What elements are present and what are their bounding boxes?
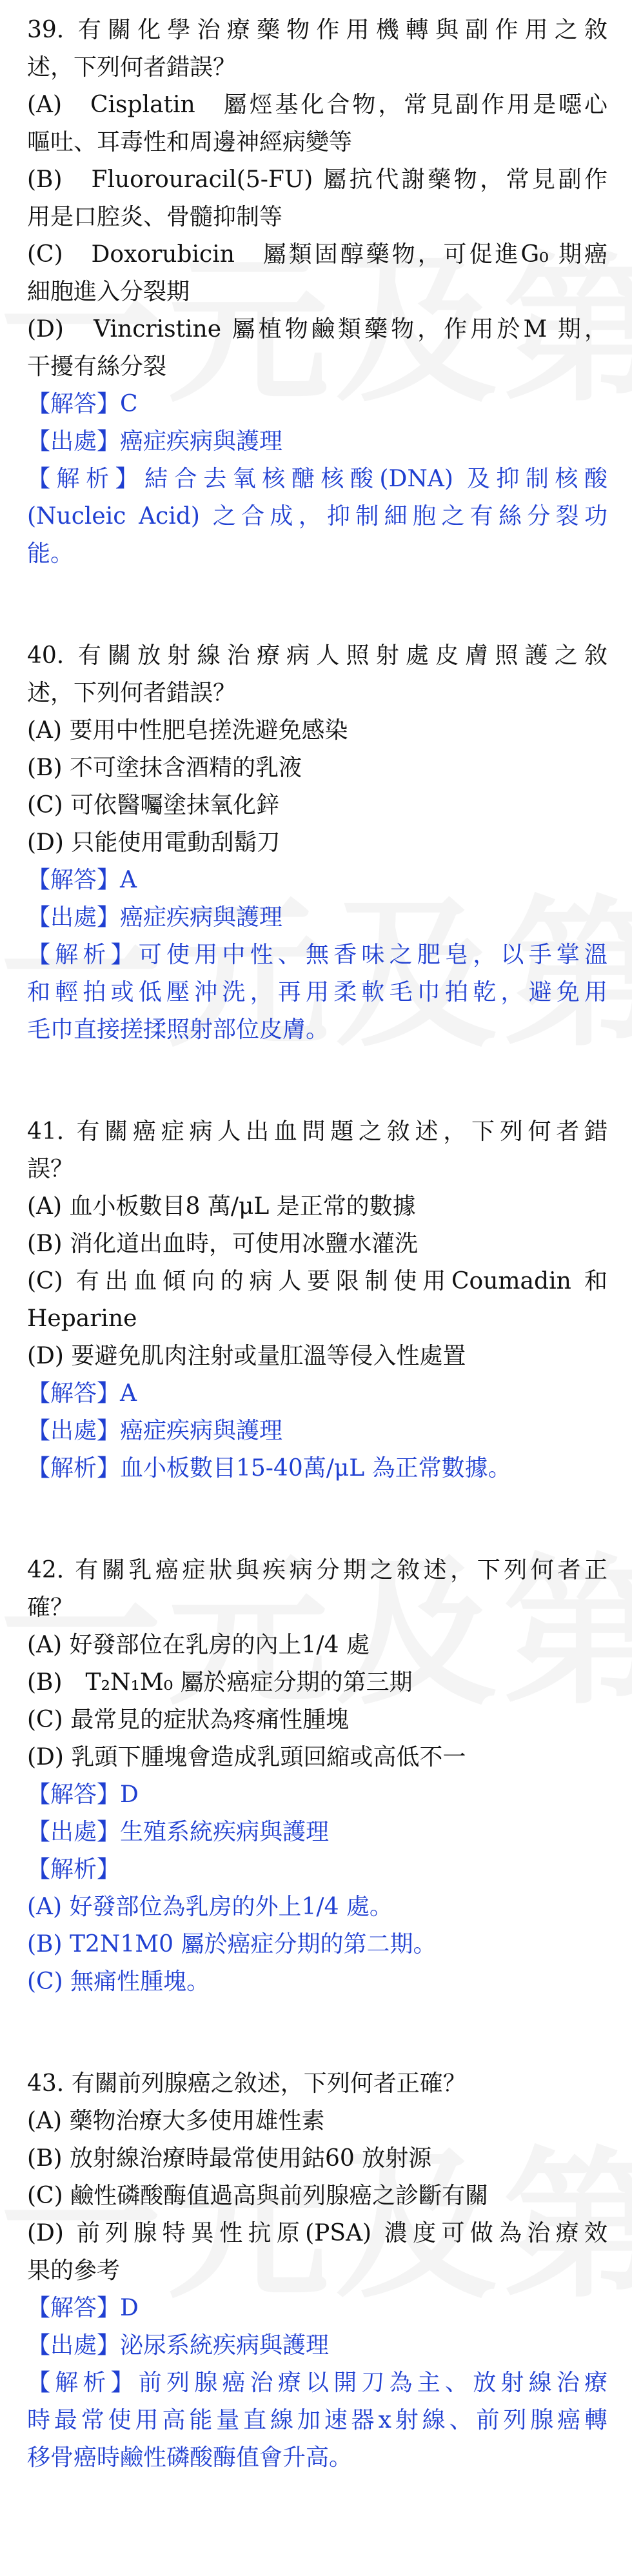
question-stem: 40. 有關放射線治療病人照射處皮膚照護之敘 bbox=[27, 642, 607, 669]
question-list bbox=[27, 12, 607, 2541]
question-stem: 42. 有關乳癌症狀與疾病分期之敘述，下列何者正 bbox=[27, 1557, 607, 1583]
answer-label: 【解答】A bbox=[27, 867, 137, 893]
question-stem: 41. 有關癌症病人出血問題之敘述，下列何者錯 bbox=[27, 1118, 607, 1145]
analysis-text: 【解析】前列腺癌治療以開刀為主、放射線治療 bbox=[27, 2370, 607, 2396]
option-b: (B) 消化道出血時，可使用冰鹽水灌洗 bbox=[27, 1231, 418, 1257]
option-a: (A) Cisplatin 屬烴基化合物，常見副作用是噁心 bbox=[27, 92, 607, 118]
option-a: (A) 要用中性肥皂搓洗避免感染 bbox=[27, 717, 348, 744]
analysis-text: (Nucleic Acid) 之合成，抑制細胞之有絲分裂功 bbox=[27, 503, 607, 530]
option-b: (B) 不可塗抹含酒精的乳液 bbox=[27, 755, 302, 781]
option-b: (B) 放射線治療時最常使用鈷60 放射源 bbox=[27, 2145, 432, 2172]
analysis-text: (B) T2N1M0 屬於癌症分期的第二期。 bbox=[27, 1931, 437, 1957]
option-d: 果的參考 bbox=[27, 2257, 121, 2284]
source-label: 【出處】泌尿系統疾病與護理 bbox=[27, 2332, 330, 2359]
question-40 bbox=[27, 637, 607, 1049]
source-label: 【出處】癌症疾病與護理 bbox=[27, 428, 283, 455]
analysis-text: (C) 無痛性腫塊。 bbox=[27, 1968, 210, 1995]
question-stem: 確？ bbox=[27, 1594, 74, 1621]
analysis-text: 毛巾直接搓揉照射部位皮膚。 bbox=[27, 1016, 330, 1043]
question-39 bbox=[27, 12, 607, 573]
option-b: (B) T₂N₁M₀ 屬於癌症分期的第三期 bbox=[27, 1669, 413, 1696]
question-41 bbox=[27, 1113, 607, 1487]
question-stem: 43. 有關前列腺癌之敘述，下列何者正確？ bbox=[27, 2070, 466, 2097]
answer-label: 【解答】C bbox=[27, 391, 138, 417]
analysis-text: (A) 好發部位為乳房的外上1/4 處。 bbox=[27, 1894, 393, 1920]
analysis-text: 【解析】可使用中性、無香味之肥皂，以手掌溫 bbox=[27, 942, 607, 968]
analysis-text: 【解析】結合去氧核醣核酸(DNA) 及抑制核酸 bbox=[27, 466, 607, 492]
option-d: (D) Vincristine 屬植物鹼類藥物，作用於M 期， bbox=[27, 316, 607, 342]
option-c: (C) 可依醫囑塗抹氧化鋅 bbox=[27, 792, 280, 818]
option-c: (C) 鹼性磷酸酶值過高與前列腺癌之診斷有關 bbox=[27, 2183, 489, 2209]
option-c: 細胞進入分裂期 bbox=[27, 279, 190, 305]
answer-label: 【解答】D bbox=[27, 1781, 139, 1808]
analysis-text: 移骨癌時鹼性磷酸酶值會升高。 bbox=[27, 2444, 353, 2471]
option-c: (C) 有出血傾向的病人要限制使用Coumadin 和 bbox=[27, 1268, 607, 1294]
question-stem: 誤？ bbox=[27, 1156, 74, 1182]
source-label: 【出處】癌症疾病與護理 bbox=[27, 1418, 283, 1444]
answer-label: 【解答】D bbox=[27, 2295, 139, 2321]
analysis-text: 和輕拍或低壓沖洗，再用柔軟毛巾拍乾，避免用 bbox=[27, 979, 607, 1006]
option-c: (C) 最常見的症狀為疼痛性腫塊 bbox=[27, 1707, 350, 1733]
option-d: 干擾有絲分裂 bbox=[27, 353, 167, 380]
option-a: 嘔吐、耳毒性和周邊神經病變等 bbox=[27, 129, 353, 155]
source-label: 【出處】生殖系統疾病與護理 bbox=[27, 1819, 330, 1845]
source-label: 【出處】癌症疾病與護理 bbox=[27, 904, 283, 931]
question-43 bbox=[27, 2065, 607, 2477]
question-stem: 39. 有關化學治療藥物作用機轉與副作用之敘 bbox=[27, 17, 607, 43]
option-d: (D) 乳頭下腫塊會造成乳頭回縮或高低不一 bbox=[27, 1744, 466, 1770]
analysis-text: 【解析】血小板數目15-40萬/μL 為正常數據。 bbox=[27, 1455, 511, 1481]
option-b: 用是口腔炎、骨髓抑制等 bbox=[27, 204, 283, 230]
question-42 bbox=[27, 1552, 607, 2001]
option-a: (A) 藥物治療大多使用雄性素 bbox=[27, 2108, 325, 2134]
option-b: (B) Fluorouracil(5-FU) 屬抗代謝藥物，常見副作 bbox=[27, 166, 607, 193]
analysis-text: 【解析】 bbox=[27, 1856, 121, 1883]
question-stem: 述，下列何者錯誤？ bbox=[27, 680, 237, 706]
answer-label: 【解答】A bbox=[27, 1380, 137, 1407]
option-c: Heparine bbox=[27, 1305, 137, 1332]
option-d: (D) 要避免肌肉注射或量肛溫等侵入性處置 bbox=[27, 1343, 466, 1369]
option-d: (D) 只能使用電動刮鬍刀 bbox=[27, 829, 281, 856]
option-a: (A) 血小板數目8 萬/μL 是正常的數據 bbox=[27, 1193, 416, 1220]
question-stem: 述，下列何者錯誤？ bbox=[27, 54, 237, 81]
analysis-text: 時最常使用高能量直線加速器x射線、前列腺癌轉 bbox=[27, 2407, 607, 2433]
analysis-text: 能。 bbox=[27, 540, 74, 567]
option-c: (C) Doxorubicin 屬類固醇藥物，可促進G₀ 期癌 bbox=[27, 241, 607, 268]
option-d: (D) 前列腺特異性抗原(PSA) 濃度可做為治療效 bbox=[27, 2220, 607, 2246]
option-a: (A) 好發部位在乳房的內上1/4 處 bbox=[27, 1632, 370, 1658]
